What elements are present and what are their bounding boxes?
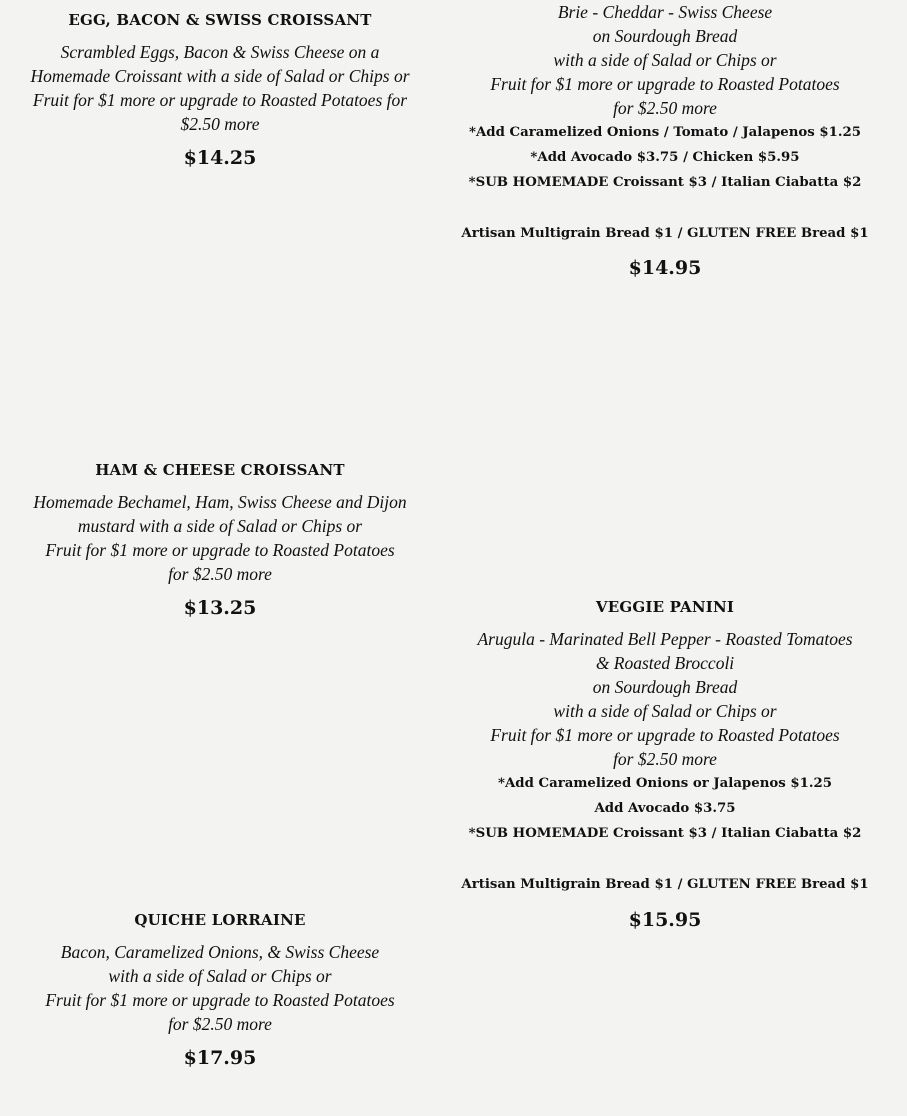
addon-option: *Add Avocado $3.75 / Chicken $5.95 xyxy=(530,150,800,165)
description-line: & Roasted Broccoli xyxy=(595,653,735,673)
addon-option: *SUB HOMEMADE Croissant $3 / Italian Ciabatta $2 xyxy=(468,175,862,190)
item-price: $14.95 xyxy=(628,257,702,279)
description-line: Fruit for $1 more or upgrade to Roasted Potatoes xyxy=(45,540,395,560)
menu-item-egg-bacon-swiss-croissant xyxy=(20,10,420,170)
description-line: for $2.50 more xyxy=(168,1014,272,1034)
item-price: $17.95 xyxy=(183,1047,257,1069)
description-line: Fruit for $1 more or upgrade to Roasted Potatoes for xyxy=(32,90,408,110)
description-line: for $2.50 more xyxy=(613,749,717,769)
description-line: $2.50 more xyxy=(180,114,260,134)
bread-option: Artisan Multigrain Bread $1 / GLUTEN FREE Bread $1 xyxy=(461,226,869,241)
item-description xyxy=(20,40,420,136)
menu-item-quiche-lorraine xyxy=(20,910,420,1070)
description-line: on Sourdough Bread xyxy=(592,677,738,697)
description-line: Arugula - Marinated Bell Pepper - Roasted Tomatoes xyxy=(477,629,853,649)
addon-option: *Add Caramelized Onions or Jalapenos $1.25 xyxy=(498,776,832,791)
description-line: for $2.50 more xyxy=(613,98,717,118)
description-line: with a side of Salad or Chips or xyxy=(108,966,332,986)
item-description xyxy=(20,940,420,1036)
description-line: Scrambled Eggs, Bacon & Swiss Cheese on a xyxy=(60,42,380,62)
description-line: Fruit for $1 more or upgrade to Roasted Potatoes xyxy=(45,990,395,1010)
item-description xyxy=(20,490,420,586)
bread-option: Artisan Multigrain Bread $1 / GLUTEN FREE Bread $1 xyxy=(461,877,869,892)
description-line: on Sourdough Bread xyxy=(592,26,738,46)
description-line: Homemade Croissant with a side of Salad or Chips or xyxy=(30,66,410,86)
description-line: Fruit for $1 more or upgrade to Roasted Potatoes xyxy=(490,725,840,745)
description-line: with a side of Salad or Chips or xyxy=(553,701,777,721)
addon-list xyxy=(460,771,870,846)
item-title: VEGGIE PANINI xyxy=(595,598,735,616)
item-description xyxy=(460,627,870,771)
menu-item-veggie-panini xyxy=(460,597,870,932)
description-line: Fruit for $1 more or upgrade to Roasted Potatoes xyxy=(490,74,840,94)
addon-option: *SUB HOMEMADE Croissant $3 / Italian Ciabatta $2 xyxy=(468,826,862,841)
item-price: $15.95 xyxy=(628,909,702,931)
item-title: EGG, BACON & SWISS CROISSANT xyxy=(68,11,372,29)
item-description xyxy=(460,0,870,120)
description-line: with a side of Salad or Chips or xyxy=(553,50,777,70)
description-line: Homemade Bechamel, Ham, Swiss Cheese and Dijon xyxy=(33,492,407,512)
description-line: Brie - Cheddar - Swiss Cheese xyxy=(557,2,773,22)
addon-option: *Add Caramelized Onions / Tomato / Jalapenos $1.25 xyxy=(469,125,861,140)
description-line: Bacon, Caramelized Onions, & Swiss Cheese xyxy=(60,942,380,962)
item-price: $13.25 xyxy=(183,597,257,619)
description-line: mustard with a side of Salad or Chips or xyxy=(77,516,363,536)
addon-list xyxy=(460,120,870,195)
menu-item-ham-cheese-croissant xyxy=(20,460,420,620)
addon-option: Add Avocado $3.75 xyxy=(594,801,736,816)
menu-item-three-cheese xyxy=(460,0,870,280)
description-line: for $2.50 more xyxy=(168,564,272,584)
item-price: $14.25 xyxy=(183,147,257,169)
item-title: HAM & CHEESE CROISSANT xyxy=(95,461,345,479)
item-title: QUICHE LORRAINE xyxy=(134,911,306,929)
